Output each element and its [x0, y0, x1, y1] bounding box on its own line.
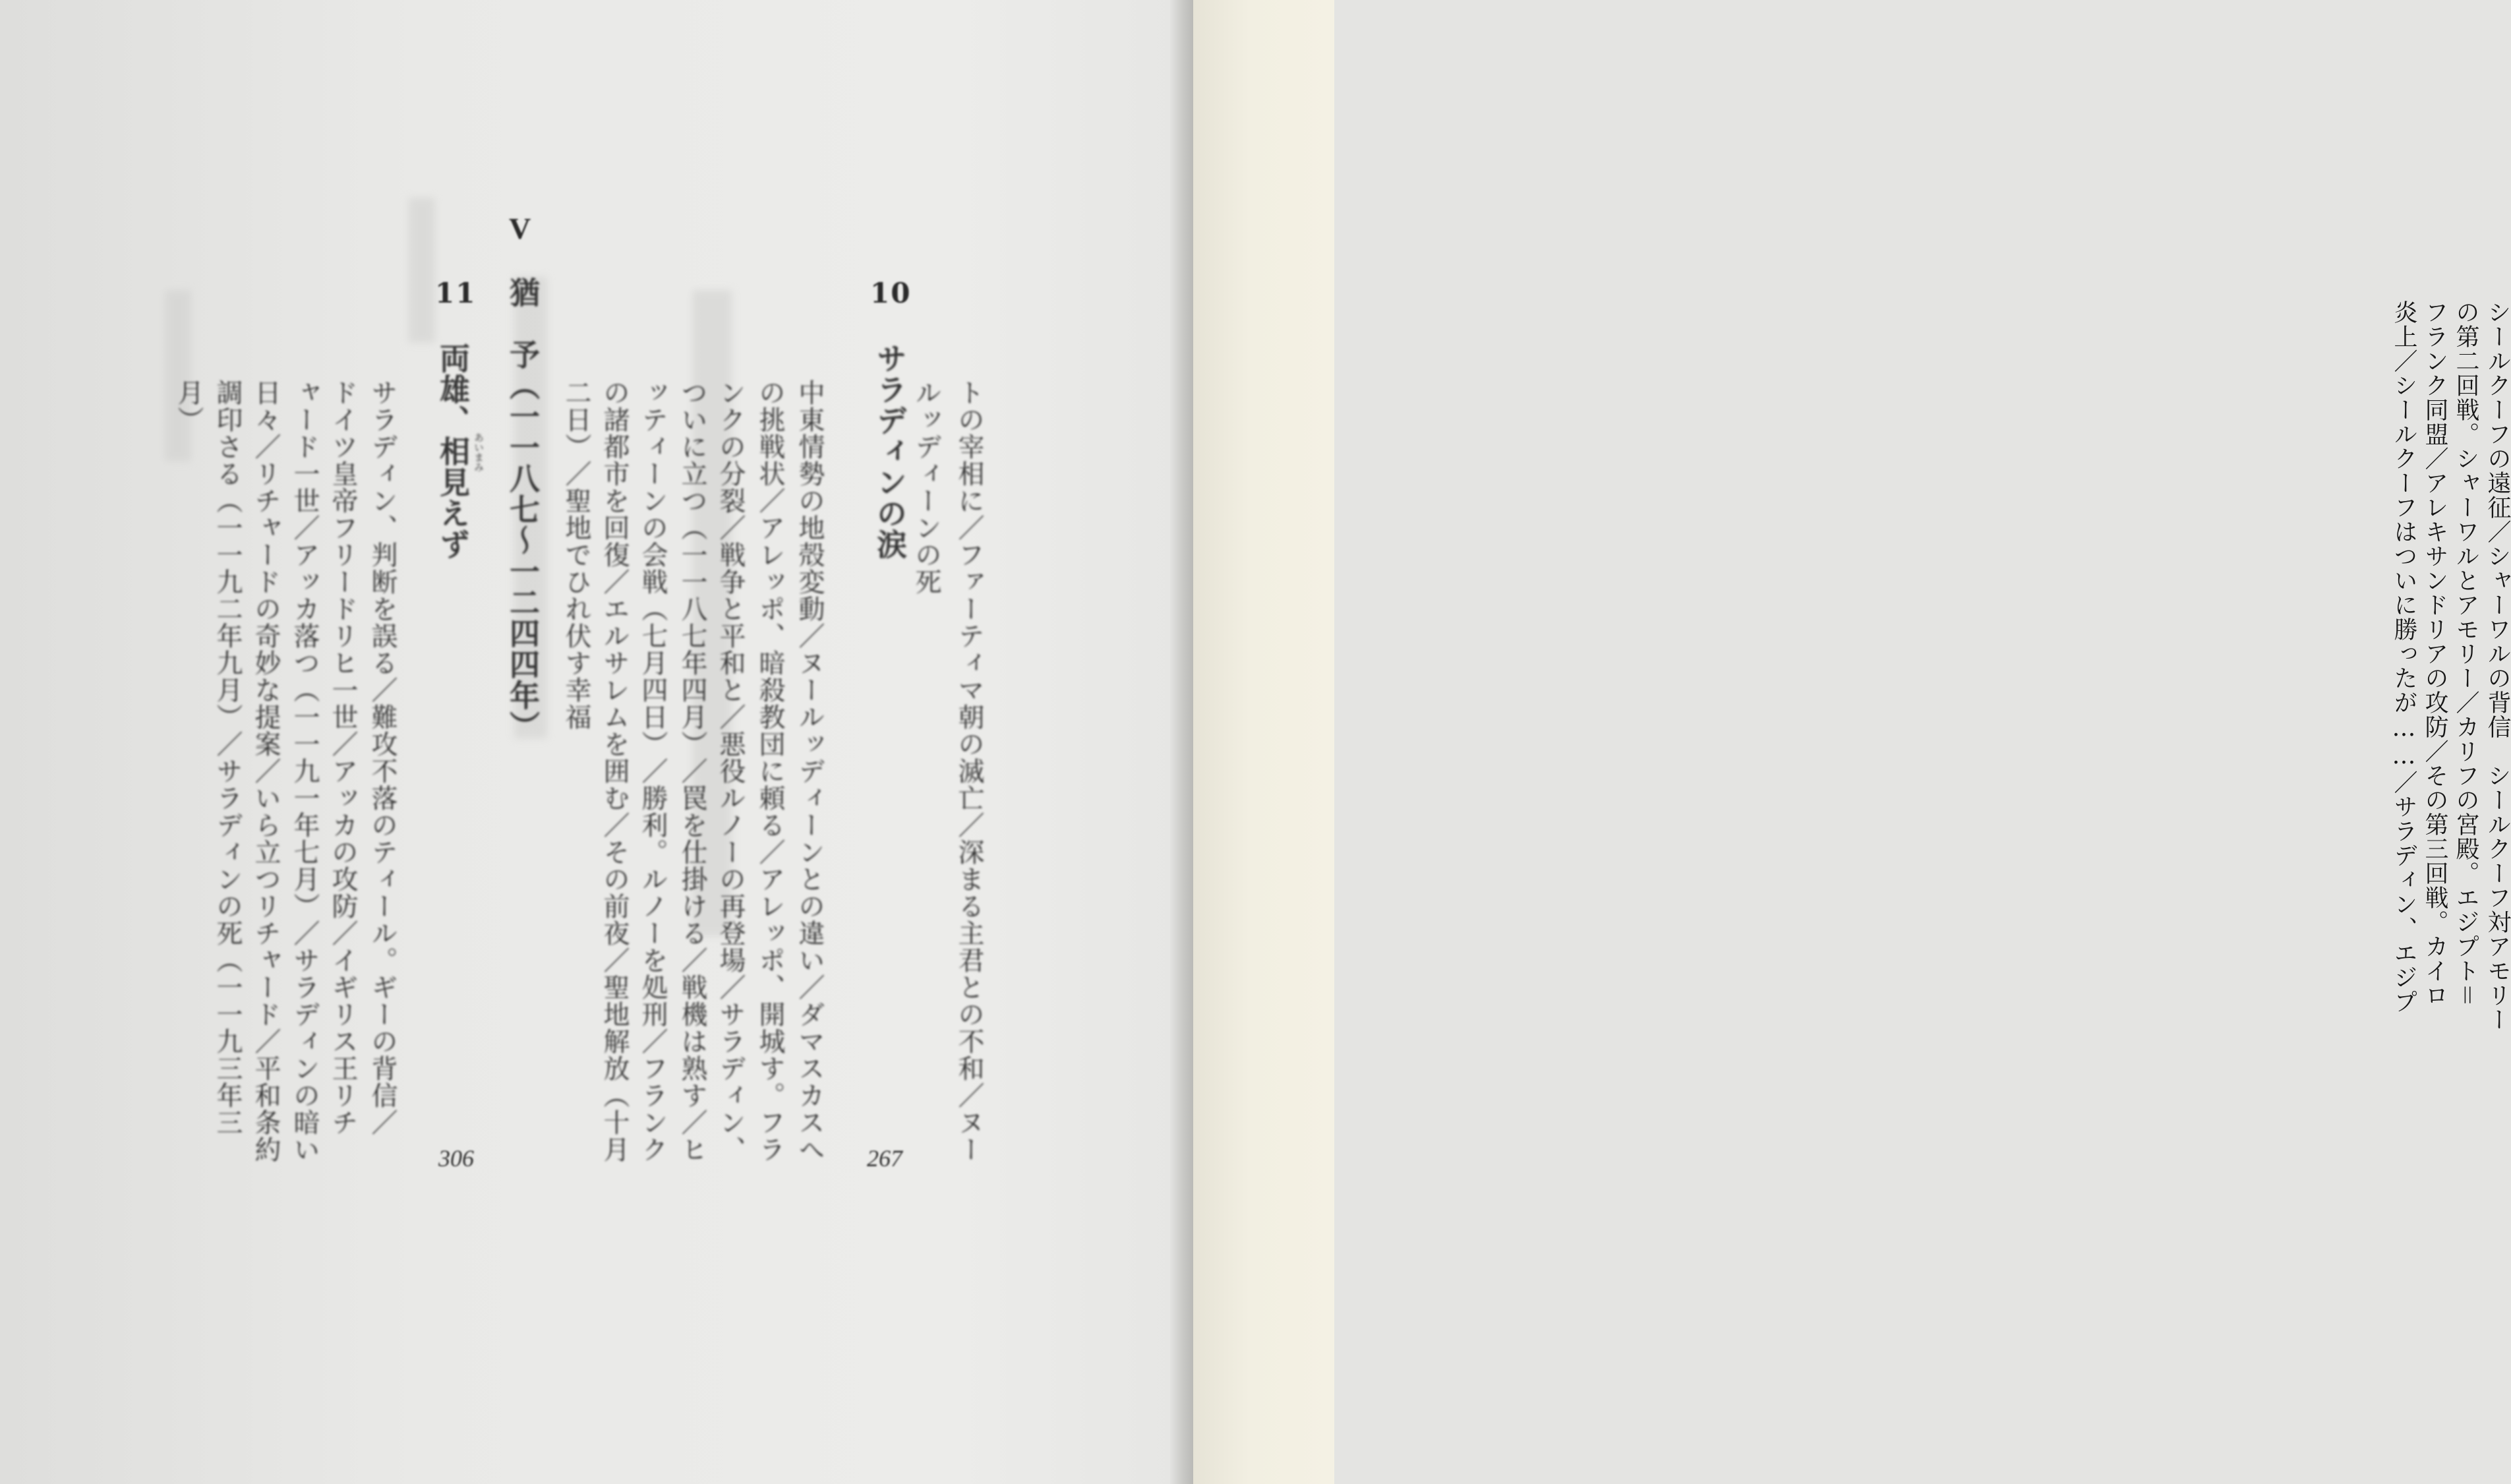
toc-line: ャード一世／アッカ落つ（一一九一年七月）／サラディンの暗い [289, 379, 320, 1163]
ruby-reading: あいまみ [473, 432, 485, 472]
toc-line: 日々／リチャードの奇妙な提案／いら立つリチャード／平和条約 [251, 379, 281, 1163]
chapter-number: 10 [870, 277, 912, 309]
chapter-title: サラディンの涙 [872, 343, 908, 560]
page-number: 267 [867, 1145, 902, 1172]
show-through-text [165, 290, 191, 461]
part-title: 猶 予（一一八七〜一二四四年） [505, 277, 541, 742]
chapter-title: 両雄、相見えず [435, 343, 471, 560]
toc-line: 炎上／シールクーフはついに勝ったが……／サラディン、エジプ [2390, 300, 2417, 1014]
page-number: 306 [438, 1145, 474, 1172]
toc-line: ンクの分裂／戦争と平和と／悪役ルノーの再登場／サラディン、 [715, 379, 746, 1163]
left-page [0, 0, 1187, 1484]
toc-line: 中東情勢の地殻変動／ヌールッディーンとの違い／ダマスカスへ [794, 379, 825, 1163]
chapter-number: 11 [435, 277, 477, 309]
toc-line: の第二回戦。シャーワルとアモリー／カリフの宮殿。エジプト＝ [2452, 300, 2479, 1007]
right-page [1193, 0, 2511, 1484]
toc-line: サラディン、判断を誤る／難攻不落のティール。ギーの背信／ [367, 379, 398, 1136]
toc-line: ルッディーンの死 [911, 379, 941, 595]
toc-line: 調印さる（一一九二年九月）／サラディンの死（一一九三年三 [212, 379, 243, 1136]
toc-line: ついに立つ（一一八七年四月）／罠を仕掛ける／戦機は熟す／ヒ [677, 379, 707, 1163]
toc-line: シールクーフの遠征／シャーワルの背信 シールクーフ対アモリー [2484, 300, 2511, 1032]
toc-line: ドイツ皇帝フリードリヒ一世／アッカの攻防／イギリス王リチ [328, 379, 358, 1136]
toc-line: 月） [173, 379, 204, 433]
toc-line: の諸都市を回復／エルサレムを囲む／その前夜／聖地解放（十月 [599, 379, 630, 1163]
toc-line: ッティーンの会戦（七月四日）／勝利。ルノーを処刑／フランク [637, 379, 668, 1163]
toc-line: の挑戦状／アレッポ、暗殺教団に頼る／アレッポ、開城す。フラ [755, 379, 785, 1163]
book-gutter [1170, 0, 1193, 1484]
toc-line: トの宰相に／ファーティマ朝の滅亡／深まる主君との不和／ヌー [954, 379, 984, 1163]
toc-line: 二日）／聖地でひれ伏す幸福 [561, 379, 591, 730]
show-through-text [409, 198, 435, 343]
toc-line: フランク同盟／アレキサンドリアの攻防／その第三回戦。カイロ [2421, 300, 2448, 1007]
part-number: V [509, 212, 531, 245]
